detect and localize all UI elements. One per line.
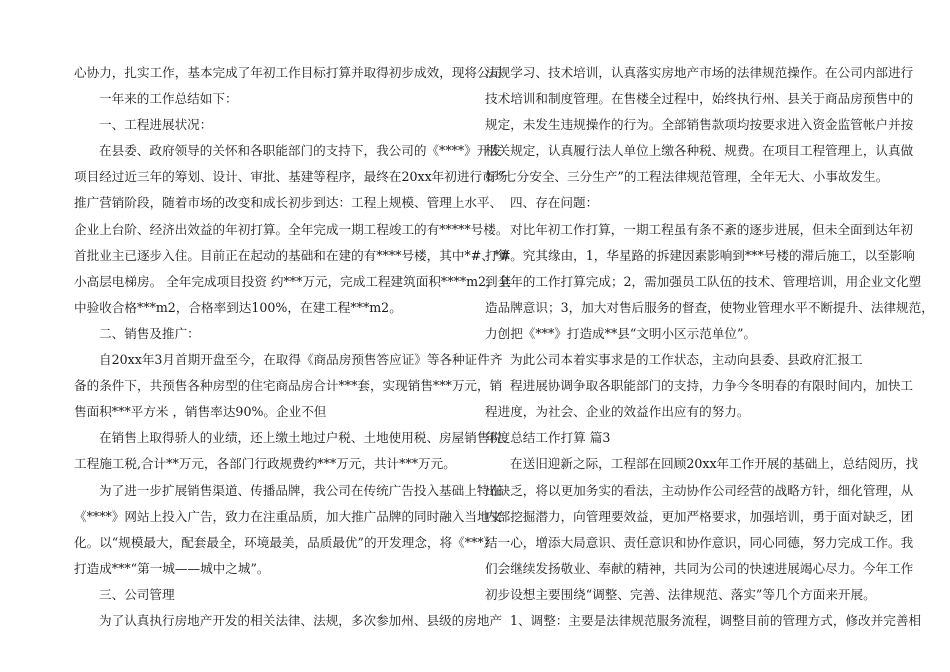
text-line: 化。以“规模最大，配套最全，环境最美，品质最优”的开发理念，将《***》 <box>74 534 497 550</box>
text-line: 规定，未发生违规操作的行为。全部销售款项均按要求进入资金监管帐户并按 <box>485 117 914 133</box>
text-line: 出缺乏，将以更加务实的看法，主动协作公司经营的战略方针，细化管理，从 <box>485 482 914 498</box>
left-column <box>74 60 515 634</box>
text-line: 1、调整：主要是法律规范服务流程，调整目前的管理方式，修改并完善相 <box>510 612 922 628</box>
text-line: 打造成***“第一城——城中之城”。 <box>74 560 270 576</box>
text-line: 自20xx年3月首期开盘至今，在取得《商品房预售答应证》等各种证件齐 <box>99 352 503 368</box>
text-line: 程进展协调争取各职能部门的支持，力争今冬明春的有限时间内，加快工 <box>510 378 913 394</box>
text-line: 一、工程进展状况： <box>99 117 213 133</box>
text-line: 推广营销阶段，随着市场的改变和成长初步到达：工程上规模、管理上水平、 <box>74 195 503 211</box>
text-line: 在县委、政府领导的关怀和各职能部门的支持下，我公司的《****》开发 <box>99 143 502 159</box>
text-line: 对比年初工作打算，一期工程虽有条不紊的逐步进展，但未全面到达年初 <box>510 221 913 237</box>
text-line: 《****》网站上投入广告，致力在注重品质，加大推广品牌的同时融入当地文 <box>74 508 503 524</box>
text-line: 为此公司本着实事求是的工作状态，主动向县委、县政府汇报工 <box>510 352 863 368</box>
text-line: 为了进一步扩展销售渠道、传播品牌，我公司在传统广告投入基础上特在 <box>99 482 502 498</box>
text-line: 初步设想主要围绕“调整、完善、法律规范、落实”等几个方面来开展。 <box>485 586 876 602</box>
text-line: 在销售上取得骄人的业绩，还上缴土地过户税、土地使用税、房屋销售税、 <box>99 430 515 446</box>
text-line: 到全年的工作打算完成；2，需加强员工队伍的技术、管理培训，用企业文化塑 <box>485 273 922 289</box>
text-line: 备的条件下，共预售各种房型的住宅商品房合计***套，实现销售***万元，销 <box>74 378 503 394</box>
text-line: 为了认真执行房地产开发的相关法律、法规，多次参加州、县级的房地产 <box>99 612 502 628</box>
text-line: 结一心，增添大局意识、责任意识和协作意识，同心同德，努力完成工作。我 <box>485 534 914 550</box>
text-line: 法规学习、技术培训，认真落实房地产市场的法律规范操作。在公司内部进行 <box>485 65 914 80</box>
text-line: 售面积***平方米 ，销售率达90%。企业不但 <box>74 404 327 420</box>
text-line: 年度总结工作打算 篇3 <box>485 430 611 446</box>
text-line: 工程施工税,合计**万元，各部门行政规费约***万元，共计***万元。 <box>74 456 456 472</box>
text-line: 力创把《***》打造成**县“文明小区示范单位”。 <box>485 325 757 341</box>
right-column <box>485 60 934 634</box>
text-line: 相关规定，认真履行法人单位上缴各种税、规费。在项目工程管理上，认真做 <box>485 143 914 159</box>
text-line: 技术培训和制度管理。在售楼全过程中，始终执行州、县关于商品房预售中的 <box>485 91 914 107</box>
text-line: 三、公司管理 <box>99 586 175 602</box>
text-line: 项目经过近三年的筹划、设计、审批、基建等程序，最终在20xx年初进行市场 <box>74 169 508 185</box>
text-line: 首批业主已逐步入住。目前正在起动的基础和在建的有****号楼，其中*#、*# <box>74 247 511 263</box>
text-line: 一年来的工作总结如下： <box>99 91 238 107</box>
text-line: 内部挖掘潜力，向管理要效益，更加严格要求，加强培训，勇于面对缺乏，团 <box>485 508 914 524</box>
text-line: 小高层电梯房。 全年完成项目投资 约***万元，完成工程建筑面积****m2，其 <box>74 273 512 289</box>
text-line: 们会继续发扬敬业、奉献的精神，共同为公司的快速进展竭心尽力。今年工作 <box>485 560 914 576</box>
text-line: 打算。究其缘由，1，华星路的拆建因素影响到***号楼的滞后施工，以至影响 <box>485 247 915 263</box>
text-line: 在送旧迎新之际，工程部在回顾20xx年工作开展的基础上，总结阅历，找 <box>510 456 919 472</box>
text-line: 二、销售及推广： <box>99 325 200 341</box>
text-line: 程进度，为社会、企业的效益作出应有的努力。 <box>485 404 750 420</box>
text-line: 好“七分安全、三分生产”的工程法律规范管理，全年无大、小事故发生。 <box>485 169 889 185</box>
text-line: 企业上台阶、经济出效益的年初打算。全年完成一期工程竣工的有*****号楼。 <box>74 221 509 237</box>
text-line: 心协力，扎实工作，基本完成了年初工作目标打算并取得初步成效，现将公司 <box>74 65 503 80</box>
text-line: 造品牌意识；3，加大对售后服务的督查，使物业管理水平不断提升、法律规范， <box>485 299 934 315</box>
text-line: 四、存在问题： <box>510 195 599 211</box>
text-line: 中验收合格***m2，合格率到达100%，在建工程***m2。 <box>74 299 402 315</box>
